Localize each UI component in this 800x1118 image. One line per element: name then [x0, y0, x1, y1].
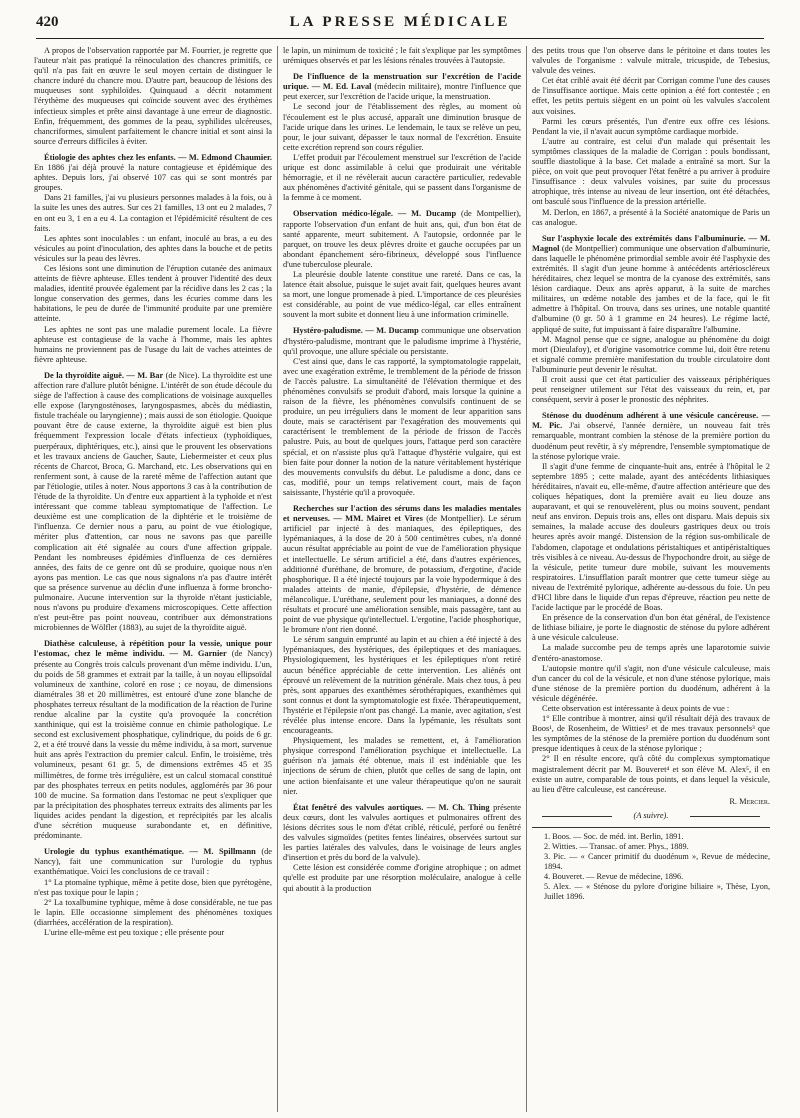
- article-stenose: [532, 411, 770, 461]
- article-text: (de Montpellier), rapporte l'observation d'un enfant de huit ans, qui, d'un bon état de santé apparente, meurt subitement. A l'autopsie, ordonnée par le parquet, on trouve les deux plèvres droite et gauche occupées par un abondant épanchement séro-fibrineux, développé sous l'influence d'une tuberculose pleurale.: [283, 209, 521, 269]
- paragraph: M. Magnol pense que ce signe, analogue au phénomène du doigt mort (Dieulafoy), et d'origine vasomotrice comme lui, doit être retenu et signalé comme première manifestation du trouble circulatoire dont l'albuminurie peut devenir le résultat.: [532, 334, 770, 374]
- paragraph: En présence de la conservation d'un bon état général, de l'existence de lithiase biliaire, je porte le diagnostic de sténose du pylore adhérent à une vésicule calculeuse.: [532, 613, 770, 643]
- article-thyroidite: [34, 371, 272, 633]
- paragraph: Il s'agit d'une femme de cinquante-huit ans, entrée à l'hôpital le 2 septembre 1895 ; cette malade, ayant des antécédents lithiasiques héréditaires, n'avait eu, elle-même, d'autre affection antérieure que des coliques hépatiques, dont la première avait eu lieu douze ans auparavant, et qui se renouvelèrent, plus ou moins souvent, pendant neuf ans environ. Depuis trois ans, elles ont disparu. Mais depuis six semaines, la malade accuse des douleurs gastriques deux ou trois heures après avoir mangé. Distension de la région sus-ombilicale de l'abdomen, clapotage et ondulations péristaltiques et antipéristaltiques très visibles à ce niveau. Au-dessus de l'hypochondre droit, au siège de la vésicule, petite tumeur dure mobile, suivant les mouvements respiratoires. L'insufflation paraît montrer que cette tumeur siège au niveau de l'extrémité pylorique, adhérente au-dessous du foie. Un peu d'HCl libre dans le liquide d'un repas d'épreuve, réaction peu nette de l'acide lactique par le procédé de Boas.: [532, 461, 770, 613]
- article-text: (de Montpellier). Le sérum artificiel par injecté à des maniaques, des épileptiques, des lypémaniaques, à la dose de 20 à 500 centimètres cubes, n'a donné aucun résultat appréciable au point de vue de l'amélioration physique et intellectuelle. Le sérum artificiel a été, dans d'autres expériences, additionné d'uréthane, de bromure, de potassium, d'ergotine, d'acide phosphorique. Il a été injecté toujours par la voie hypodermique à des malades atteints de manie, d'épilepsie, d'hystérie, de démence mélancolique. L'uréthane, seulement pour les maniaques, a donné des résultats et procuré une amélioration sensible, mais passagère, tant au point de vue physique qu'intellectuel. L'ergotine, l'acide phosphorique, le bromure n'ont rien donné.: [283, 514, 521, 635]
- footnotes: [532, 832, 770, 902]
- article-heading: De l'influence de la menstruation sur l'excrétion de l'acide urique. — M. Ed. Laval: [283, 72, 521, 92]
- paragraph: Les aphtes ne sont pas une maladie purement locale. La fièvre aphteuse est contagieuse de la vache à l'homme, mais les aphtes humains ne proviennent pas de l'usage du lait de vaches atteintes de fièvre aphteuse.: [34, 324, 272, 364]
- paragraph: La pleurésie double latente constitue une rareté. Dans ce cas, la latence était absolue, puisque le sujet avait fait, quelques heures avant sa mort, une longue promenade à pied. L'importance de ces pleurésies est considérable, au point de vue médico-légal, car elles entraînent souvent la mort subite et donnent lieu à une information criminelle.: [283, 269, 521, 320]
- column-middle: [283, 46, 521, 1112]
- column-rule-left: [277, 46, 278, 1112]
- article-text: (de Nice). La thyroïdite est une affection rare d'allure plutôt bénigne. L'intérêt de son étude découle du siège de l'affection à cause des complications de voisinage auxquelles elle expose (laryngosténoses, laryngospasmes, abcès du médiastin, fistule trachéale ou laryngienne) ; mais aussi de son étiologie. Quoique pouvant être de cause externe, la thyroïdite aiguë est bien plus fréquemment l'expression locale d'états infectieux (typhoïdiques, puerpéraux, diphtériques, etc.), ainsi que le prouvent les observations et les travaux anciens de Gaucher, Saute, Liebermeister et ceux plus récents de Charcot, Broca, G. Marchand, etc. Les observations qui en renferment sont, à cause de la rareté même de l'affection autant que par l'étiologie, utiles à noter. Nous apportons 3 cas à la contribution de l'étude de la thyroïdite. Un d'entre eux appartient à la typhoïde et n'est intéressant que comme tableau symptomatique de l'affection. Le deuxième est une complication de la diphtérie et le troisième de l'influenza. Ce dernier nous a paru, au point de vue étiologique, mériter plus d'attention, car nous ne savons pas que pareille complication ait été signalée au cours d'une affection grippale. Pendant les nombreuses épidémies d'influenza de ces dernières années, des faits de ce genre ont dû se produire, quoique nous n'en ayons pas mention. Le cas que nous signalons n'a pas d'autre intérêt que sa présence survenue au déclin d'une influenza à forme broncho-pulmonaire. Aucune intervention sur la thyroïde n'étant justiciable, nous n'avons pu produire d'examens microscopiques. Cette affection n'est peut-être pas point nouveau, contribuer aux démonstrations microbiennes de Wölfler (1883), au sujet de la thyroïdite aiguë.: [34, 370, 272, 633]
- article-medico-legale: [283, 209, 521, 270]
- article-heading: Diathèse calculeuse, à répétition pour la vessie, unique pour l'estomac, chez le même individu. — M. Garnier: [34, 639, 272, 659]
- paragraph: Le second jour de l'établissement des règles, au moment où l'écoulement est le plus accusé, apparaît une diminution brusque de l'acide urique dans les urines. Le lendemain, le taux se relève un peu, pour, le jour suivant, dépasser le taux normal de l'excrétion. Ensuite cette excrétion reprend son cours régulier.: [283, 102, 521, 152]
- paragraph: 1° Elle contribue à montrer, ainsi qu'il résultait déjà des travaux de Boos¹, de Rosenheim, de Witties² et de mes travaux personnels³ que les symptômes de la sténose de la première portion du duodénum sont presque identiques à ceux de la sténose pylorique ;: [532, 714, 770, 754]
- article-hystero-paludisme: [283, 326, 521, 356]
- journal-title: LA PRESSE MÉDICALE: [289, 14, 511, 30]
- article-text: J'ai observé, l'année dernière, un nouveau fait très remarquable, montrant combien la sténose de la première portion du duodénum peut revêtir, à s'y méprendre, l'ensemble symptomatique de la sténose pylorique vraie.: [532, 421, 770, 461]
- paragraph: 2° Il en résulte encore, qu'à côté du complexus symptomatique magistralement décrit par M. Bouveret⁴ et son élève M. Alex⁵, il en existe un autre, comparable de tous points, et dans lequel la vésicule, au lieu d'être calculeuse, est cancéreuse.: [532, 754, 770, 794]
- footnote: 2. Witties. — Transac. of amer. Phys., 1889.: [544, 842, 689, 852]
- article-text: (médecin militaire), montre l'influence que peut exercer, sur l'excrétion de l'acide urique, la menstruation.: [283, 82, 521, 102]
- footnote-divider: [532, 827, 770, 828]
- paragraph: L'autre au contraire, est celui d'un malade qui présentait les symptômes classiques de la maladie de Corrigan : pouls bondissant, souffle diastolique à la base. Cet malade a entraîné sa mort. Sur la pièce, on voit que peut provoquer l'état fenêtré a pu arriver à produire l'insuffisance : deux valvules voisines, par suite du processus atrophique, très intense au niveau de leur insertion, ont été détachées, ont basculé sous l'influence de la pression artérielle.: [532, 136, 770, 207]
- article-text: communique une observation d'hystéro-paludisme, montrant que le paludisme imprime à l'hystérie, qu'il provoque, une allure spéciale ou persistante.: [283, 326, 521, 356]
- article-text: (de Montpellier) communique une observation d'albuminurie, dans laquelle le phénomène primordial semble avoir été l'asphyxie des extrémités. Il s'agit d'un jeune homme à antécédents artérioscléreux héréditaires, chez lequel se montra de la cyanose des extrémités, sans lésion cardiaque. Deux ans après apparut, à la suite de marches militaires, un œdème notable des jambes et de la face, qui le fit admettre à l'hôpital. On trouva, dans ses urines, une notable quantité d'albumine (0 gr. 50 à 1 gramme en 24 heures). Le régime lacté, appliqué de suite, fut impuissant à faire disparaître l'albumine.: [532, 243, 770, 334]
- intro-paragraph: A propos de l'observation rapportée par M. Fourrier, je regrette que l'auteur n'ait pas pratiqué la réinoculation des chancres primitifs, ce qu'il n'a pas fait en œuvre le seul moyen certain de distinguer le chancre induré du chancre mou. D'autre part, beaucoup de lésions des muqueuses sont syphiloïdes. Quinquaud a décrit notamment l'érythème des muqueuses qui coïncide souvent avec des érythèmes infectieux simples et prête ainsi davantage à une erreur de diagnostic. Enfin, fréquemment, des gommes de la peau, syphilides ulcéreuses, chancriformes, simulent parfaitement le chancre initial et sont ainsi la source d'erreurs difficiles à éviter.: [34, 46, 272, 146]
- column-rule-right: [526, 46, 527, 1112]
- article-heading: État fenêtré des valvules aortiques. — M. Ch. Thing: [293, 802, 490, 812]
- paragraph: Les aphtes sont inoculables : un enfant, inoculé au bras, a eu des vésicules au point d'inoculation, des aphtes dans la bouche et de petits vésicules sur la peau des lèvres.: [34, 233, 272, 263]
- paragraph: le lapin, un minimum de toxicité ; le fait s'explique par les symptômes urémiques observés et par les lésions rénales trouvées à l'autopsie.: [283, 46, 521, 66]
- paragraph: M. Derlon, en 1867, a présenté à la Société anatomique de Paris un cas analogue.: [532, 207, 770, 227]
- footnote: 5. Alex. — « Sténose du pylore d'origine biliaire », Thèse, Lyon, Juillet 1896.: [544, 882, 770, 902]
- column-left: [34, 46, 272, 1112]
- paragraph: Ces lésions sont une diminution de l'éruption cutanée des animaux atteints de fièvre aphteuse. Elles tendent à prouver l'identité des deux maladies, identité prouvée également par la récidive dans les 2 cas ; la longue conservation des germes, dans les écuries comme dans les habitations, le peu de durée de l'immunité produite par une première atteinte.: [34, 263, 272, 324]
- article-aphtes: [34, 153, 272, 193]
- article-heading: Hystéro-paludisme. — M. Ducamp: [293, 326, 419, 336]
- page-number: 420: [36, 14, 59, 30]
- article-text: (de Nancy), fait une communication sur l'urologie du typhus exanthématique. Voici les conclusions de ce travail :: [34, 847, 272, 877]
- paragraph: Cet état criblé avait été décrit par Corrigan comme l'une des causes de l'insuffisance aortique. Mais cette opinion a été fort contestée ; en effet, les petits pertuis siègent en un point où les valvules s'accolent aux voisines.: [532, 76, 770, 116]
- paragraph: La malade succombe peu de temps après une laparotomie suivie d'entéro-anastomose.: [532, 643, 770, 663]
- article-heading: Recherches sur l'action des sérums dans les maladies mentales et nerveuses. — MM. Mairet et Vires: [283, 504, 521, 524]
- article-text: En 1886 j'ai déjà prouvé la nature contagieuse et épidémique des aphtes. Depuis lors, j'ai observé 107 cas qui se sont montrés par groupes.: [34, 163, 272, 193]
- author-signature: R. Mercier.: [729, 796, 770, 806]
- article-heading: Observation médico-légale. — M. Ducamp: [293, 209, 457, 219]
- paragraph: Dans 21 familles, j'ai vu plusieurs personnes malades à la fois, ou à la suite les unes des autres. Sur ces 21 familles, 13 ont eu 2 malades, 7 en ont eu 3, 1 en a eu 4. La contagion et l'épidémicité résultent de ces faits.: [34, 193, 272, 233]
- footnote: 4. Bouveret. — Revue de médecine, 1896.: [544, 872, 684, 882]
- article-diathese: [34, 639, 272, 841]
- paragraph: C'est ainsi que, dans le cas rapporté, la symptomatologie rappelait, avec une exagération extrême, le tremblement de la période de frisson de l'accès palustre. La simultanéité de l'élévation thermique et des phénomènes convulsifs se produit d'abord, mais lorsque la quinine a raison de la fièvre, les phénomènes convulsifs continuent de se produire, un peu irréguliers dans le moment de leur apparition sans doute, mais se caractérisent par l'exagération des mouvements qui caractérisent le tremblement de la période de frisson de l'accès palustre. Puis, au bout de quelques jours, l'attaque perd son caractère spécial, et on n'assiste plus qu'à l'attaque d'hystérie vulgaire, qui est bien faite pour donner la notion de la nature véritablement hystérique des mouvements convulsifs du début. Le paludisme a donc, dans ce cas, modifié, pour un temps relativement court, mais de façon saisissante, l'hystérie qu'il a provoquée.: [283, 356, 521, 497]
- paragraph: L'urine elle-même est peu toxique ; elle présente pour: [44, 927, 225, 937]
- article-heading: Étiologie des aphtes chez les enfants. — M. Edmond Chaumier.: [44, 152, 272, 162]
- article-asphyxie: [532, 234, 770, 335]
- article-text: présente deux cœurs, dont les valvules aortiques et pulmonaires offrent des lésions décrites sous le nom d'état criblé, réticulé, perforé ou fenêtré des valvules sigmoïdes (petites fentes linéaires, observées surtout sur les parties latérales des valvules, dans le voisinage de leurs angles d'insertion et près du bord de la valvule).: [283, 802, 521, 863]
- paragraph: 2° La toxalbumine typhique, même à dose considérable, ne tue pas le lapin. Elle occasionne simplement des phénomènes toxiques (diarrhées, accélération de la respiration).: [34, 897, 272, 927]
- paragraph: 1° La ptomaïne typhique, même à petite dose, bien que pyrétogène, n'est pas toxique pour le lapin ;: [34, 877, 272, 897]
- article-text: (de Nancy) présente au Congrès trois calculs provenant d'un même individu. L'un, du poids de 58 grammes et extrait par la taille, à un noyau ellipsoïdal volumineux de xanthine, coloré en rose ; ce noyau, de dimensions diamétrales 38 et 20 millimètres, est entouré d'une zone blanche de phosphates terreux résultant de la modification de la réaction de l'urine rendue alcaline par la cystite qu'a provoquée la concrétion xanthinique, qui est la troisième connue en chimie pathologique. Le second est exclusivement phosphatique, cylindrique, du poids de 6 gr. 2, et a été trouvé dans la vessie du même individu, à sa mort, survenue huit ans après l'extraction du premier calcul. Enfin, le troisième, très volumineux, pesant 61 gr. 5, de dimensions extrêmes 45 et 35 millimètres, de forme très irrégulière, est un calcul stomacal constitué par des phosphates terreux en petits nodules, agglomérés par 36 pour 100 de mucine. Sa formation dans l'estomac ne peut s'expliquer que par la précipitation des phosphates terreux extraits des aliments par les liquides acides pendant la digestion, et reprécipités par les alcalis d'une sécrétion muqueuse surabondante et, en définitive, prédominante.: [34, 649, 272, 841]
- article-heading: De la thyroïdite aiguë. — M. Bar: [44, 370, 164, 380]
- paragraph: Physiquement, les malades se remettent, et, à l'amélioration physique correspond l'amélioration psychique et intellectuelle. La guérison n'a jamais été obtenue, mais il est indéniable que les injections de sérum de chien, plutôt que celles de sang de lapin, ont une action bienfaisante et une valeur thérapeutique qu'on ne saurait nier.: [283, 736, 521, 796]
- page-header: [36, 10, 764, 39]
- to-be-continued: (A suivre).: [532, 811, 770, 821]
- paragraph: L'effet produit par l'écoulement menstruel sur l'excrétion de l'acide urique est donc assimilable à celui que produirait une véritable hémorragie, et il ne révèlerait aucun caractère particulier, redevable aux phénomènes d'activité génitale, qui se passent dans l'organisme de la femme à ce moment.: [283, 152, 521, 203]
- article-valvules: [283, 803, 521, 864]
- paragraph: Parmi les cœurs présentés, l'un d'entre eux offre ces lésions. Pendant la vie, il n'avait aucun symptôme cardiaque morbide.: [532, 116, 770, 136]
- article-heading: Sténose du duodénum adhérent à une vésicule cancéreuse. — M. Pic.: [532, 411, 770, 431]
- article-heading: Sur l'asphyxie locale des extrémités dans l'albuminurie. — M. Magnol: [532, 233, 770, 253]
- paragraph: des petits trous que l'on observe dans le péritoine et dans toutes les valvules de l'organisme : valvule mitrale, tricuspide, de Tebesius, valvule des veines.: [532, 46, 770, 76]
- paragraph: Il croit aussi que cet état particulier des vaisseaux périphériques peut renseigner utilement sur l'état des vaisseaux du rein, et, par conséquent, servir à poser le pronostic des néphrites.: [532, 375, 770, 405]
- article-heading: Urologie du typhus exanthématique. — M. Spillmann: [44, 847, 256, 857]
- footnote: 1. Boos. — Soc. de méd. int. Berlin, 1891.: [544, 832, 684, 842]
- article-typhus: [34, 847, 272, 877]
- article-serums: [283, 504, 521, 635]
- paragraph: Cette observation est intéressante à deux points de vue :: [542, 704, 730, 713]
- column-right: [532, 46, 770, 1112]
- paragraph: Le sérum sanguin emprunté au lapin et au chien a été injecté à des lypémaniaques, des hystériques, des épileptiques et des maniaques. Physiologiquement, les hystériques et les épileptiques n'ont retiré aucun bénéfice appréciable de cette intervention. Les aliénés ont éprouvé un relèvement de la nutrition générale. Mais chez tous, à peu près, sont apparues des exanthèmes sérothérapiques, exanthèmes qui sont connus et dont la symptomatologie est fixée. Thérapeutiquement, l'hystérie et l'épilepsie n'ont pas changé. La manie, avec agitation, s'est révélée plus intense encore. Dans la lypémanie, les résultats sont encourageants.: [283, 635, 521, 736]
- footnote: 3. Pic. — « Cancer primitif du duodénum », Revue de médecine, 1894.: [544, 852, 770, 872]
- article-menstruation: [283, 72, 521, 102]
- paragraph: L'autopsie montre qu'il s'agit, non d'une vésicule calculeuse, mais d'un cancer du col de la vésicule, et non d'une sténose pylorique, mais d'une sténose de la première portion du duodénum, adhérent à la vésicule dégénérée.: [532, 663, 770, 703]
- paragraph: Cette lésion est considérée comme d'origine atrophique ; on admet qu'elle est produite par une résorption moléculaire, analogue à celle qui aboutit à la production: [283, 863, 521, 893]
